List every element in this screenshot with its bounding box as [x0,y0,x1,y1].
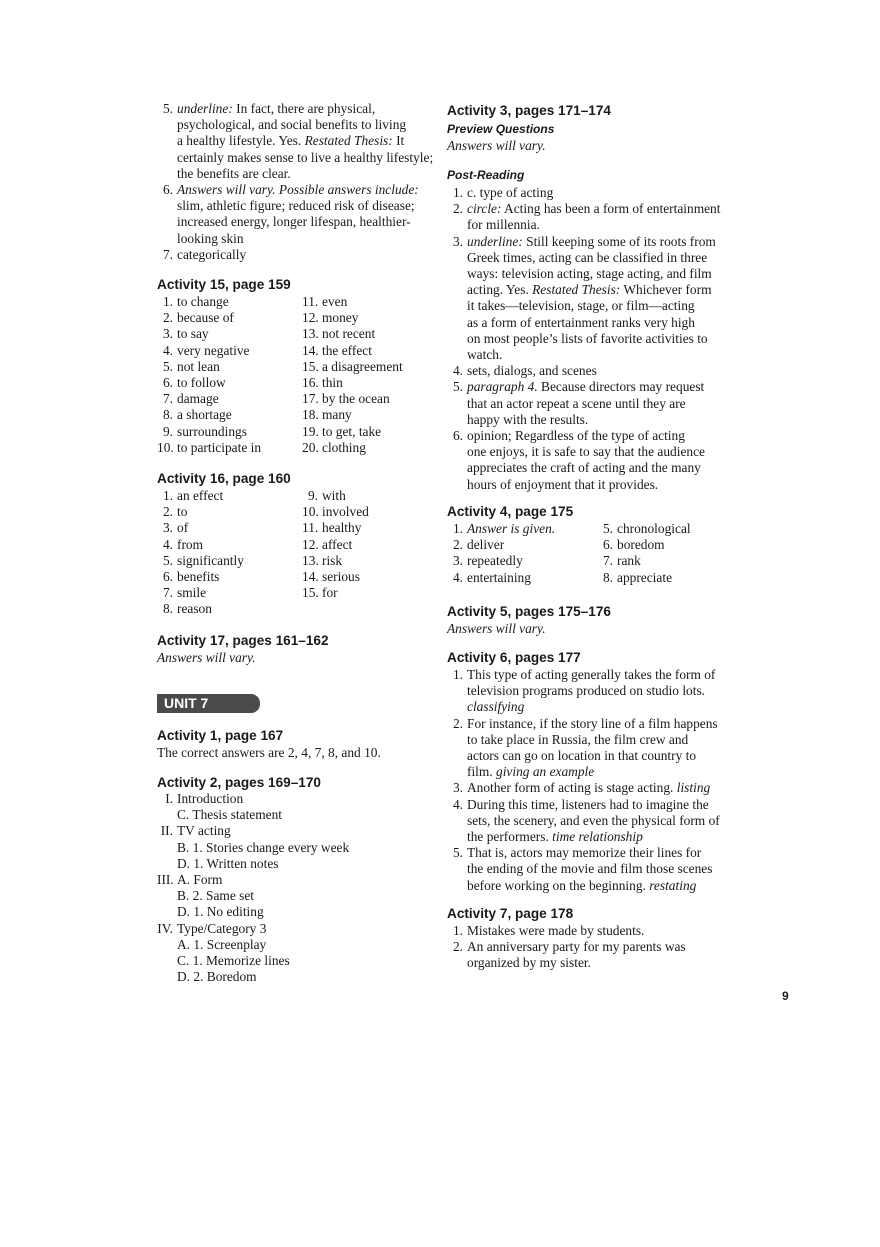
activity-15-heading: Activity 15, page 159 [157,277,291,292]
text-line [177,231,419,247]
answer-number: 12. [302,310,319,326]
answer-number: 11. [302,294,319,309]
answer-number: 8. [162,601,173,617]
answer-number: 17. [302,391,319,407]
text-line [467,683,715,699]
activity-6-heading: Activity 6, pages 177 [447,650,581,665]
text-line [467,699,715,715]
text-run: sets, the scenery, and even the physical form of [467,812,720,828]
text-line [177,166,433,182]
text-line [467,201,720,217]
text-run: to take place in Russia, the film crew and [467,731,689,747]
text-line [467,331,716,347]
text-line [467,363,597,379]
answer-text [467,939,686,971]
unit-badge: UNIT 7 [157,694,260,713]
outline-numeral: III. [157,871,174,887]
answer-text: boredom [617,537,665,553]
text-line [467,939,686,955]
answer-number: 4. [452,796,463,812]
answer-number: 2. [452,939,463,955]
text-line [467,379,704,395]
text-run: certainly makes sense to live a healthy lifestyle; [177,149,434,165]
answer-text: a shortage [177,407,232,423]
answer-text: benefits [177,568,220,584]
answer-number: 7. [162,246,173,262]
answer-text: from [177,536,204,552]
answer-number: 6. [452,428,463,443]
text-run: An anniversary party for my parents was [467,939,686,955]
italic-text: underline: [467,233,523,249]
text-line [467,428,705,444]
answer-text: rank [617,553,641,569]
answer-number: 5. [452,845,463,861]
text-line [467,234,716,250]
text-run: film. [467,764,497,780]
activity-4-heading: Activity 4, page 175 [447,504,574,519]
answer-text: for [322,585,338,601]
outline-numeral: I. [165,791,173,806]
text-run: Greek times, acting can be classified in three [467,249,708,265]
text-line [467,797,720,813]
text-run: before working on the beginning. [467,877,650,893]
answer-number: 7. [162,585,173,601]
text-run: It [392,133,405,149]
preview-questions-note: Answers will vary. [447,138,546,153]
text-run: In fact, there are physical, [232,101,376,116]
text-run: on most people’s lists of favorite activities to [467,330,708,346]
italic-text: giving an example [496,764,595,780]
answer-text: serious [322,568,360,584]
text-run: During this time, listeners had to imagine the [467,796,709,812]
text-line [467,955,686,971]
activity-7-heading: Activity 7, page 178 [447,906,574,921]
text-line [467,861,712,877]
post-reading-heading: Post-Reading [447,168,525,182]
activity-16-heading: Activity 16, page 160 [157,471,291,486]
answer-number: 3. [452,553,463,569]
page-number: 9 [782,989,789,1003]
text-run: hours of enjoyment that it provides. [467,476,659,492]
text-line [467,250,716,266]
answer-number: 9. [307,488,318,503]
answer-text: to follow [177,374,226,390]
answer-number: 19. [302,423,319,439]
outline-numeral: II. [160,823,173,839]
text-run: Acting has been a form of entertainment [501,201,721,217]
answer-number: 2. [162,504,173,520]
answer-text: to participate in [177,439,262,455]
answer-text: money [322,310,359,326]
outline-numeral: IV. [157,920,173,936]
text-line [177,101,433,117]
outline-text: A. 1. Screenplay [177,936,267,952]
answer-text: with [322,488,346,503]
answer-text [467,185,553,201]
answer-text: reason [177,601,212,617]
answer-text: many [322,407,352,423]
answer-text: affect [322,536,353,552]
answer-text [177,182,419,247]
text-run: looking skin [177,230,244,246]
answer-text: very negative [177,342,250,358]
text-line [467,813,720,829]
activity-17-note: Answers will vary. [157,650,256,665]
answer-number: 15. [302,358,319,374]
text-line [467,298,716,314]
outline-text: TV acting [177,823,231,839]
italic-text: underline: [177,101,233,116]
text-line [467,282,716,298]
answer-text [467,845,712,894]
answer-number: 11. [302,520,319,536]
text-run: actors can go on location in that country to [467,748,697,763]
answer-number: 3. [452,780,463,796]
activity-5-note: Answers will vary. [447,621,546,636]
answer-text [467,716,718,781]
answer-text: smile [177,585,207,601]
text-run: appreciates the craft of acting and the many [467,460,701,476]
answer-text: by the ocean [322,391,390,407]
answer-number: 2. [452,715,463,731]
italic-text: classifying [467,699,525,715]
text-line [177,117,433,133]
text-run: sets, dialogs, and scenes [467,363,597,379]
text-run: one enjoys, it is safe to say that the audience [467,444,705,460]
text-run: Another form of acting is stage acting. [467,780,677,796]
answer-number: 16. [302,374,319,390]
text-line [467,185,553,201]
answer-text: entertaining [467,569,531,585]
answer-number: 10. [302,504,319,520]
text-line [467,878,712,894]
outline-text: Type/Category 3 [177,920,267,936]
answer-text [467,797,720,846]
answer-number: 6. [602,537,613,553]
text-line [177,182,419,198]
answer-text: surroundings [177,423,247,439]
answer-text: not recent [322,326,376,342]
text-line [467,716,718,732]
answer-number: 5. [162,101,173,116]
outline-text: D. 2. Boredom [177,969,257,985]
text-line [177,133,433,149]
answer-text: the effect [322,342,372,358]
answer-number: 6. [162,568,173,584]
text-line [467,764,718,780]
answer-text: Answer is given. [467,521,556,536]
answer-text: significantly [177,552,244,568]
text-run: opinion; Regardless of the type of acting [467,428,685,443]
text-run: the performers. [467,829,553,844]
text-line [467,460,705,476]
answer-text: clothing [322,439,366,455]
answer-text: an effect [177,488,224,503]
text-line [467,315,716,331]
answer-text [467,379,704,428]
outline-text: D. 1. Written notes [177,855,279,871]
text-run: Because directors may request [537,379,705,395]
answer-text: chronological [617,521,691,536]
answer-number: 14. [302,568,319,584]
text-line [467,444,705,460]
answer-number: 5. [452,379,463,395]
answer-number: 4. [162,342,173,358]
answer-number: 4. [162,536,173,552]
preview-questions-heading: Preview Questions [447,122,555,136]
answer-text [467,234,716,364]
answer-text: a disagreement [322,358,403,374]
italic-text: Answers will vary. Possible answers include: [177,182,419,197]
answer-number: 10. [157,439,174,455]
answer-number: 15. [302,585,319,601]
answer-number: 6. [162,182,173,197]
text-run: This type of acting generally takes the form of [467,667,716,682]
answer-number: 5. [602,521,613,536]
outline-text: D. 1. No editing [177,904,264,920]
text-line [467,923,644,939]
answer-text: of [177,520,189,536]
answer-number: 6. [162,374,173,390]
answer-number: 13. [302,326,319,342]
answer-number: 18. [302,407,319,423]
text-run: categorically [177,246,247,262]
answer-text: even [322,294,348,309]
text-run: Whichever form [620,282,712,298]
text-run: watch. [467,347,503,363]
text-line [467,732,718,748]
text-run: Still keeping some of its roots from [522,233,716,249]
activity-5-heading: Activity 5, pages 175–176 [447,604,611,619]
text-run: acting. Yes. [467,282,533,298]
answer-text [467,923,644,939]
text-line [467,829,720,845]
answer-text: deliver [467,537,505,553]
text-line [467,266,716,282]
answer-text: to get, take [322,423,382,439]
italic-text: paragraph 4. [467,379,538,395]
italic-text: circle: [467,201,502,217]
text-line [177,150,433,166]
answer-number: 1. [162,488,173,503]
text-run: the ending of the movie and film those scenes [467,861,713,877]
answer-text: involved [322,504,369,520]
answer-text [467,201,720,233]
answer-number: 2. [162,310,173,326]
answer-text [177,101,433,182]
text-line [467,748,718,764]
answer-number: 3. [162,520,173,536]
answer-number: 3. [452,233,463,249]
activity-2-heading: Activity 2, pages 169–170 [157,775,321,790]
answer-text: risk [322,552,343,568]
answer-text: to change [177,294,229,309]
answer-text: healthy [322,520,362,536]
answer-text [467,428,705,493]
answer-number: 1. [452,923,463,938]
outline-text: Introduction [177,791,244,806]
answer-text: to [177,504,188,520]
answer-number: 2. [452,201,463,217]
answer-number: 1. [452,667,463,682]
text-run: that an actor repeat a scene until they are [467,395,686,411]
text-line [467,347,716,363]
text-run: a healthy lifestyle. Yes. [177,133,305,149]
text-run: television programs produced on studio lots. [467,683,706,699]
answer-number: 4. [452,363,463,379]
activity-3-heading: Activity 3, pages 171–174 [447,103,611,118]
text-run: Mistakes were made by students. [467,923,645,938]
answer-number: 20. [302,439,319,455]
answer-number: 13. [302,552,319,568]
answer-text: because of [177,310,234,326]
activity-1-heading: Activity 1, page 167 [157,728,284,743]
text-line [467,412,704,428]
answer-number: 2. [452,537,463,553]
text-line [467,845,712,861]
italic-text: Restated Thesis: [304,133,393,149]
answer-text: appreciate [617,569,673,585]
answer-number: 8. [602,569,613,585]
activity-17-heading: Activity 17, pages 161–162 [157,633,329,648]
answer-number: 1. [162,294,173,309]
text-run: c. type of acting [467,185,554,200]
text-line [467,667,715,683]
answer-number: 5. [162,358,173,374]
text-run: increased energy, longer lifespan, healthier- [177,214,411,230]
text-run: as a form of entertainment ranks very high [467,314,695,330]
answer-text: thin [322,374,343,390]
text-run: That is, actors may memorize their lines for [467,845,702,861]
text-run: organized by my sister. [467,955,591,971]
answer-text [467,667,715,716]
text-line [467,396,704,412]
answer-number: 8. [162,407,173,423]
answer-number: 1. [452,185,463,200]
outline-text: C. 1. Memorize lines [177,952,290,968]
answer-number: 12. [302,536,319,552]
answer-text: repeatedly [467,553,523,569]
text-line [177,214,419,230]
italic-text: listing [676,780,711,796]
answer-number: 5. [162,552,173,568]
outline-text: B. 2. Same set [177,888,254,904]
answer-number: 3. [162,326,173,342]
text-line [467,217,720,233]
answer-text: not lean [177,358,220,374]
text-line [467,477,705,493]
outline-text: C. Thesis statement [177,807,283,823]
text-line [467,780,710,796]
answer-number: 14. [302,342,319,358]
text-run: psychological, and social benefits to living [177,117,407,133]
text-run: for millennia. [467,217,540,233]
answer-text [177,247,246,263]
text-run: For instance, if the story line of a film happens [467,715,718,731]
text-run: the benefits are clear. [177,165,291,181]
answer-number: 7. [602,553,613,569]
italic-text: Restated Thesis: [532,282,621,298]
text-line [177,198,419,214]
answer-text [467,780,710,796]
text-line [177,247,246,263]
answer-number: 7. [162,391,173,407]
outline-text: B. 1. Stories change every week [177,839,350,855]
text-run: it takes—television, stage, or film—acting [467,298,695,314]
answer-number: 1. [452,521,463,536]
answer-text: to say [177,326,209,342]
text-run: slim, athletic figure; reduced risk of disease; [177,198,415,214]
answer-number: 9. [162,423,173,439]
italic-text: restating [649,877,697,893]
answer-text: damage [177,391,219,407]
text-run: ways: television acting, stage acting, and film [467,266,712,281]
activity-1-text: The correct answers are 2, 4, 7, 8, and 10. [157,745,381,760]
answer-text [467,363,597,379]
italic-text: time relationship [552,829,643,844]
answer-number: 4. [452,569,463,585]
text-run: happy with the results. [467,411,589,427]
outline-text: A. Form [177,871,223,887]
